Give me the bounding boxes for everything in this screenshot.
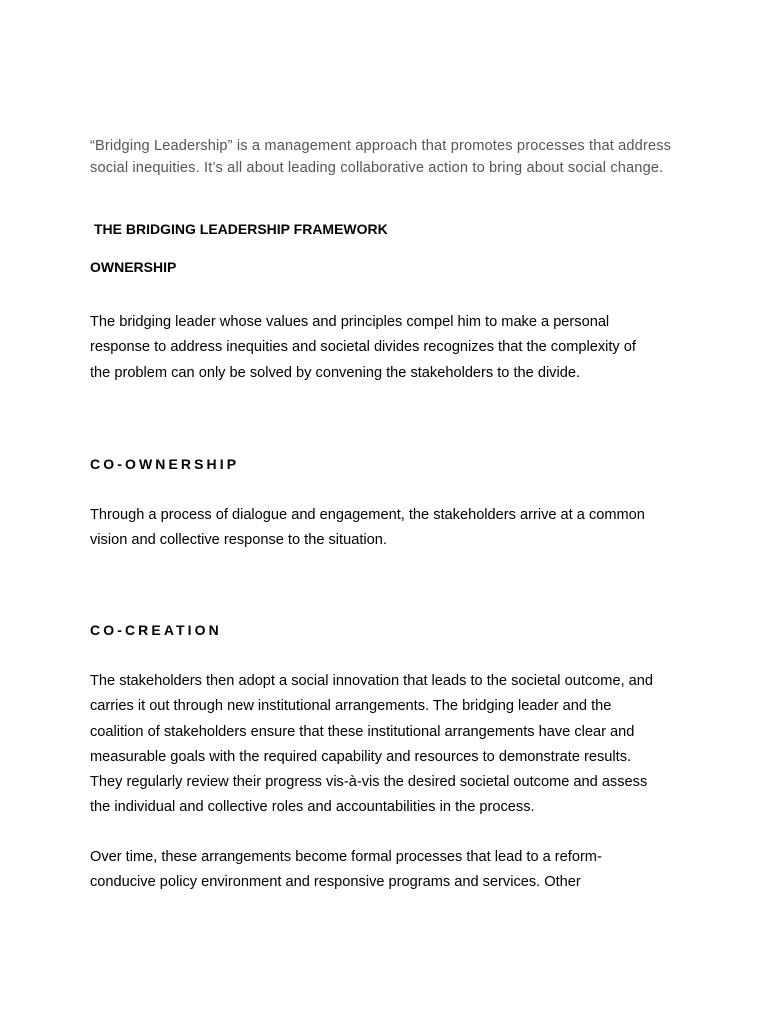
framework-title: THE BRIDGING LEADERSHIP FRAMEWORK xyxy=(94,221,388,237)
co-creation-followup-paragraph xyxy=(90,845,690,896)
co-creation-heading: CO-CREATION xyxy=(90,622,222,638)
co-ownership-heading: CO-OWNERSHIP xyxy=(90,456,240,472)
intro-line: “Bridging Leadership” is a management approach that promotes processes that address xyxy=(90,138,672,154)
paragraph-line: response to address inequities and societal divides recognizes that the complexity of xyxy=(90,339,636,356)
paragraph-line: They regularly review their progress vis-à-vis the desired societal outcome and assess xyxy=(90,774,648,791)
paragraph-line: Through a process of dialogue and engagement, the stakeholders arrive at a common xyxy=(90,507,645,523)
paragraph-line: measurable goals with the required capability and resources to demonstrate results. xyxy=(90,748,632,765)
ownership-heading: OWNERSHIP xyxy=(90,259,177,275)
ownership-paragraph xyxy=(90,310,690,386)
paragraph-line: The stakeholders then adopt a social innovation that leads to the societal outcome, and xyxy=(90,673,654,689)
intro-paragraph xyxy=(90,135,690,179)
paragraph-line: conducive policy environment and responsive programs and services. Other xyxy=(90,874,581,891)
intro-line: social inequities. It’s all about leading collaborative action to bring about social change. xyxy=(90,160,664,176)
paragraph-line: vision and collective response to the situation. xyxy=(90,532,387,549)
paragraph-line: carries it out through new institutional arrangements. The bridging leader and the xyxy=(90,698,612,715)
paragraph-line: The bridging leader whose values and principles compel him to make a personal xyxy=(90,314,610,330)
paragraph-line: the problem can only be solved by convening the stakeholders to the divide. xyxy=(90,364,581,381)
co-creation-paragraph xyxy=(90,669,690,821)
co-ownership-paragraph xyxy=(90,503,690,554)
paragraph-line: the individual and collective roles and accountabilities in the process. xyxy=(90,799,535,816)
paragraph-line: coalition of stakeholders ensure that these institutional arrangements have clear and xyxy=(90,723,635,740)
paragraph-line: Over time, these arrangements become formal processes that lead to a reform- xyxy=(90,849,602,865)
